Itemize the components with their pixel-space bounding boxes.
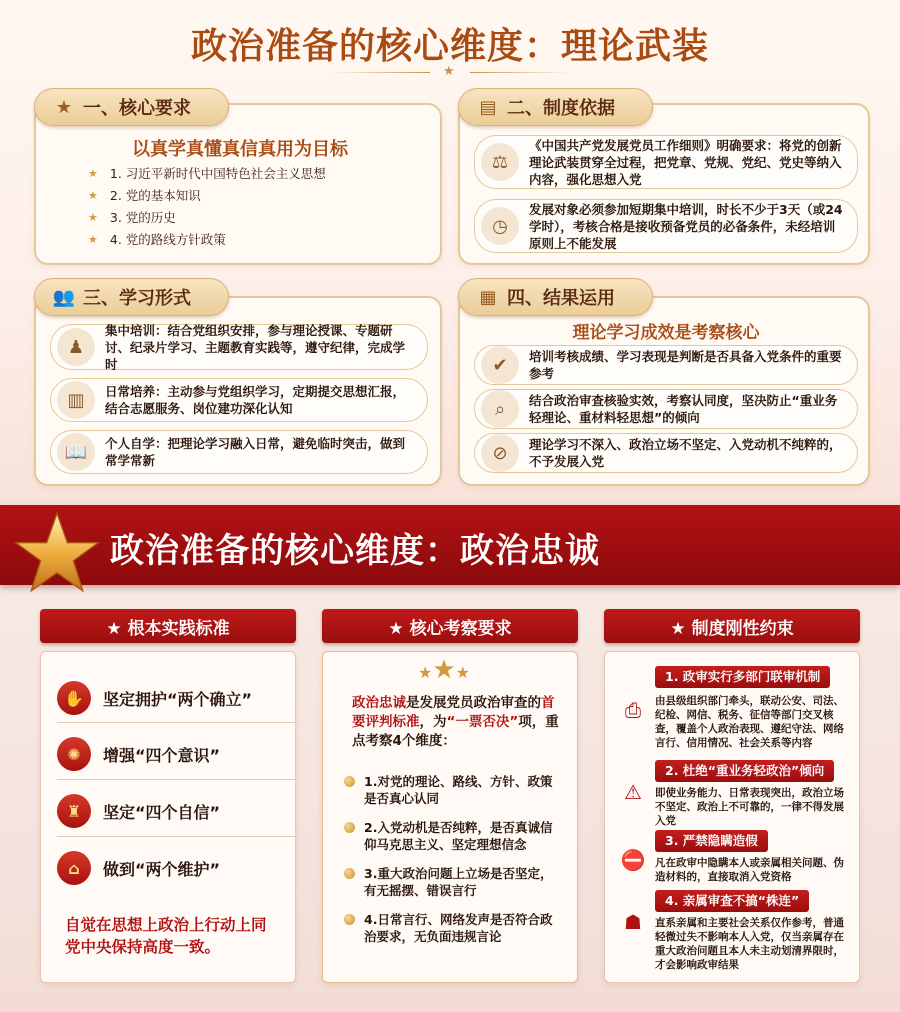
col1-row: ✺ 增强“四个意识” xyxy=(57,732,220,776)
col1-note: 自觉在思想上政治上行动上同党中央保持高度一致。 xyxy=(65,916,267,956)
card3-item: ▥ 日常培养：主动参与党组织学习，定期提交思想汇报，结合志愿服务、岗位建功深化认知 xyxy=(50,378,428,422)
document-icon: ▤ xyxy=(479,96,497,118)
card3-item: ♟ 集中培训：结合党组织安排，参与理论授课、专题研讨、纪录片学习、主题教育实践等，遵守纪律，完成学时 xyxy=(50,324,428,370)
list-item: 1.对党的理论、路线、方针、政策是否真心认同 xyxy=(344,773,564,807)
col3-tag: 4. 亲属审查不搞“株连” xyxy=(655,890,809,912)
divider xyxy=(57,779,297,780)
col3-text: 凡在政审中隐瞒本人或亲属相关问题、伪造材料的，直接取消入党资格 xyxy=(655,857,844,883)
col3-box xyxy=(604,651,860,983)
card4-item: ✔ 培训考核成绩、学习表现是判断是否具备入党条件的重要参考 xyxy=(474,345,858,385)
forbidden-doc-icon: ⛔ xyxy=(620,848,646,872)
col2-heading: ★ 核心考察要求 xyxy=(322,609,578,643)
card1-heading-tab xyxy=(34,88,229,126)
gold-dot-icon xyxy=(344,776,355,787)
people-icon: 👥 xyxy=(52,286,76,308)
col1-row: ✋ 坚定拥护“两个确立” xyxy=(57,676,252,720)
list-item: ★ 3. 党的历史 xyxy=(88,207,326,229)
family-icon: ☗ xyxy=(624,910,642,934)
gold-dot-icon xyxy=(344,822,355,833)
card2-heading: 二、制度依据 xyxy=(507,98,615,119)
divider-star-icon: ★ xyxy=(443,64,455,79)
card3-heading: 三、学习形式 xyxy=(83,288,191,309)
star-icon: ★ xyxy=(55,96,73,118)
col3-tag: 1. 政审实行多部门联审机制 xyxy=(655,666,830,688)
brain-icon: ✺ xyxy=(57,737,91,771)
gold-dot-icon xyxy=(344,868,355,879)
gold-star-icon xyxy=(14,510,100,596)
title-divider xyxy=(330,66,570,78)
card4-item: ⌕ 结合政治审查核验实效，考察认同度，坚决防止“重业务轻理论、重材料轻思想”的倾向 xyxy=(474,389,858,429)
col2-stars: ★★★ xyxy=(418,655,470,685)
star-bullet-icon: ★ xyxy=(88,189,98,202)
card2-item: ⚖ 《中国共产党发展党员工作细则》明确要求：将党的创新理论武装贯穿全过程，把党章、党规、党纪、党史等纳入内容，强化思想入党 xyxy=(474,135,858,189)
col3-heading: ★ 制度刚性约束 xyxy=(604,609,860,643)
clipboard-icon: ▦ xyxy=(479,286,497,308)
podium-icon: ♟ xyxy=(57,328,95,366)
col2-list xyxy=(344,773,564,945)
building-icon: ⌂ xyxy=(57,851,91,885)
gavel-icon: ⚖ xyxy=(481,143,519,181)
section2-title: 政治准备的核心维度：政治忠诚 xyxy=(110,531,600,571)
card2-item: ◷ 发展对象必须参加短期集中培训，时长不少于3天（或24学时），考核合格是接收预备党员的必备条件，未经培训原则上不能发展 xyxy=(474,199,858,253)
col1-row: ⌂ 做到“两个维护” xyxy=(57,846,220,890)
card1-goal: 以真学真懂真信真用为目标 xyxy=(132,139,348,160)
col1-row: ♜ 坚定“四个自信” xyxy=(57,789,220,833)
col3-tag: 2. 杜绝“重业务轻政治”倾向 xyxy=(655,760,834,782)
audit-icon: ⎙ xyxy=(625,698,641,722)
notebook-icon: ▥ xyxy=(57,381,95,419)
card4-heading-tab xyxy=(458,278,653,316)
card2-heading-tab xyxy=(458,88,653,126)
check-icon: ✔ xyxy=(481,346,519,384)
card1-list xyxy=(88,163,326,251)
list-item: ★ 1. 习近平新时代中国特色社会主义思想 xyxy=(88,163,326,185)
col3-text: 由县级组织部门牵头，联动公安、司法、纪检、网信、税务、征信等部门交叉核查，覆盖个人政治表现、遵纪守法、网络言行、信用情况、社会关系等内容 xyxy=(655,695,844,749)
warning-icon: ⚠ xyxy=(624,780,642,804)
gold-dot-icon xyxy=(344,914,355,925)
magnifier-icon: ⌕ xyxy=(481,390,519,428)
section2-band xyxy=(0,505,900,585)
section1-title: 政治准备的核心维度：理论武装 xyxy=(190,26,709,67)
star-bullet-icon: ★ xyxy=(88,233,98,246)
clock-icon: ◷ xyxy=(481,207,519,245)
list-item: ★ 4. 党的路线方针政策 xyxy=(88,229,326,251)
list-item: 4.日常言行、网络发声是否符合政治要求，无负面违规言论 xyxy=(344,911,564,945)
handshake-icon: ✋ xyxy=(57,681,91,715)
prohibited-icon: ⊘ xyxy=(481,434,519,472)
star-bullet-icon: ★ xyxy=(88,167,98,180)
card3-item: 📖 个人自学：把理论学习融入日常，避免临时突击，做到常学常新 xyxy=(50,430,428,474)
list-item: 2.入党动机是否纯粹，是否真诚信仰马克思主义、坚定理想信念 xyxy=(344,819,564,853)
col3-text: 即使业务能力、日常表现突出，政治立场不坚定、政治上不可靠的，一律不得发展入党 xyxy=(655,787,844,827)
col3-tag: 3. 严禁隐瞒造假 xyxy=(655,830,768,852)
divider xyxy=(57,722,297,723)
divider xyxy=(57,836,297,837)
card1-heading: 一、核心要求 xyxy=(83,98,191,119)
list-item: ★ 2. 党的基本知识 xyxy=(88,185,326,207)
book-icon: 📖 xyxy=(57,433,95,471)
card4-goal: 理论学习成效是考察核心 xyxy=(572,323,760,343)
col2-intro: 政治忠诚是发展党员政治审查的首要评判标准，为“一票否决”项，重点考察4个维度： xyxy=(352,695,559,749)
card4-heading: 四、结果运用 xyxy=(507,288,615,309)
list-item: 3.重大政治问题上立场是否坚定，有无摇摆、错误言行 xyxy=(344,865,564,899)
card4-item: ⊘ 理论学习不深入、政治立场不坚定、入党动机不纯粹的，不予发展入党 xyxy=(474,433,858,473)
monument-icon: ♜ xyxy=(57,794,91,828)
col1-heading: ★ 根本实践标准 xyxy=(40,609,296,643)
col1-box xyxy=(40,651,296,983)
col3-text: 直系亲属和主要社会关系仅作参考，普通轻微过失不影响本人入党，仅当亲属存在重大政治问题且本人未主动划清界限时，才会影响政审结果 xyxy=(655,917,844,971)
card3-heading-tab xyxy=(34,278,229,316)
star-bullet-icon: ★ xyxy=(88,211,98,224)
